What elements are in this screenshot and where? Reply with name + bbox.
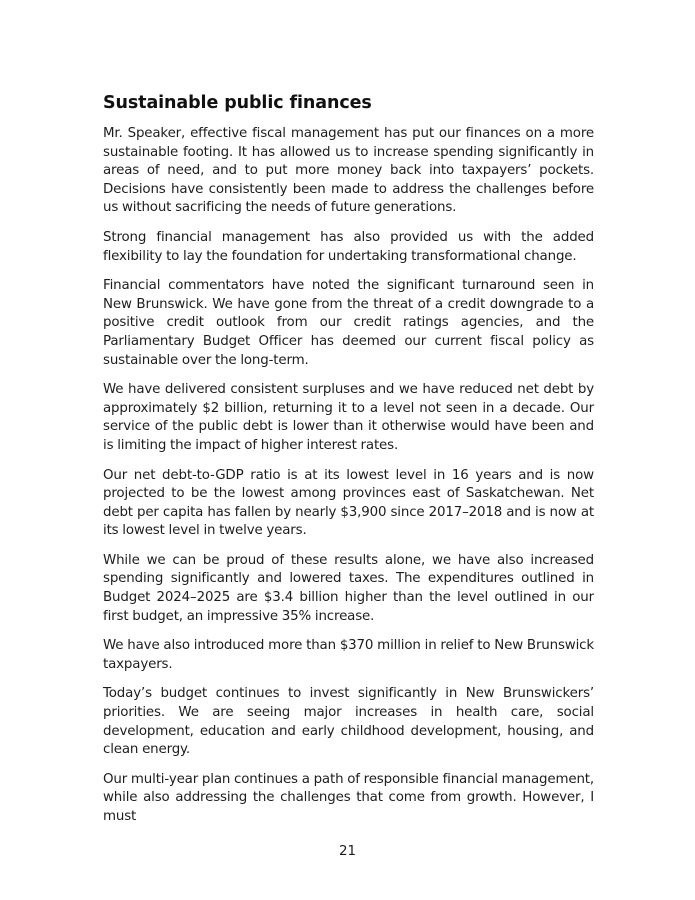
paragraph-surpluses-net-debt: We have delivered consistent surpluses and we have reduced net debt by approximately $2 billion, returning it to a level not seen in a decade. Our service of the public debt is lower than it otherwise would have been and is limiting the impact of higher interest rates. (103, 382, 594, 453)
paragraph-debt-to-gdp: Our net debt-to-GDP ratio is at its lowest level in 16 years and is now projected to be the lowest among provinces east of Saskatchewan. Net debt per capita has fallen by nearly $3,900 since 2017–2018 and is now at its lowest level in twelve years. (103, 467, 594, 539)
page-content (103, 92, 594, 838)
paragraph-credit-outlook: Financial commentators have noted the significant turnaround seen in New Brunswick. We have gone from the threat of a credit downgrade to a positive credit outlook from our credit ratings agencies, and the Parliamentary Budget Officer has deemed our current fiscal policy as sustainable over the long-term. (103, 278, 594, 368)
paragraph-budget-priorities: Today’s budget continues to invest significantly in New Brunswickers’ priorities. We are seeing major increases in health care, social development, education and early childhood development, housing, and clean energy. (103, 686, 594, 758)
paragraph-taxpayer-relief: We have also introduced more than $370 million in relief to New Brunswick taxpayers. (103, 638, 594, 672)
paragraph-fiscal-management: Mr. Speaker, effective fiscal management has put our finances on a more sustainable footing. It has allowed us to increase spending significantly in areas of need, and to put more money back into taxpayers’ pockets. Decisions have consistently been made to address the challenges before us without sacrificing the needs of future generations. (103, 126, 594, 216)
section-heading: Sustainable public finances (103, 93, 372, 113)
page-number: 21 (338, 844, 357, 859)
paragraph-financial-flexibility: Strong financial management has also provided us with the added flexibility to lay the foundation for undertaking transformational change. (103, 229, 594, 264)
paragraph-spending-increase: While we can be proud of these results alone, we have also increased spending significantly and lowered taxes. The expenditures outlined in Budget 2024–2025 are $3.4 billion higher than the level outlined in our first budget, an impressive 35% increase. (103, 552, 594, 624)
paragraph-multi-year-plan: Our multi-year plan continues a path of responsible financial management, while also addressing the challenges that come from growth. However, I must (103, 771, 594, 824)
